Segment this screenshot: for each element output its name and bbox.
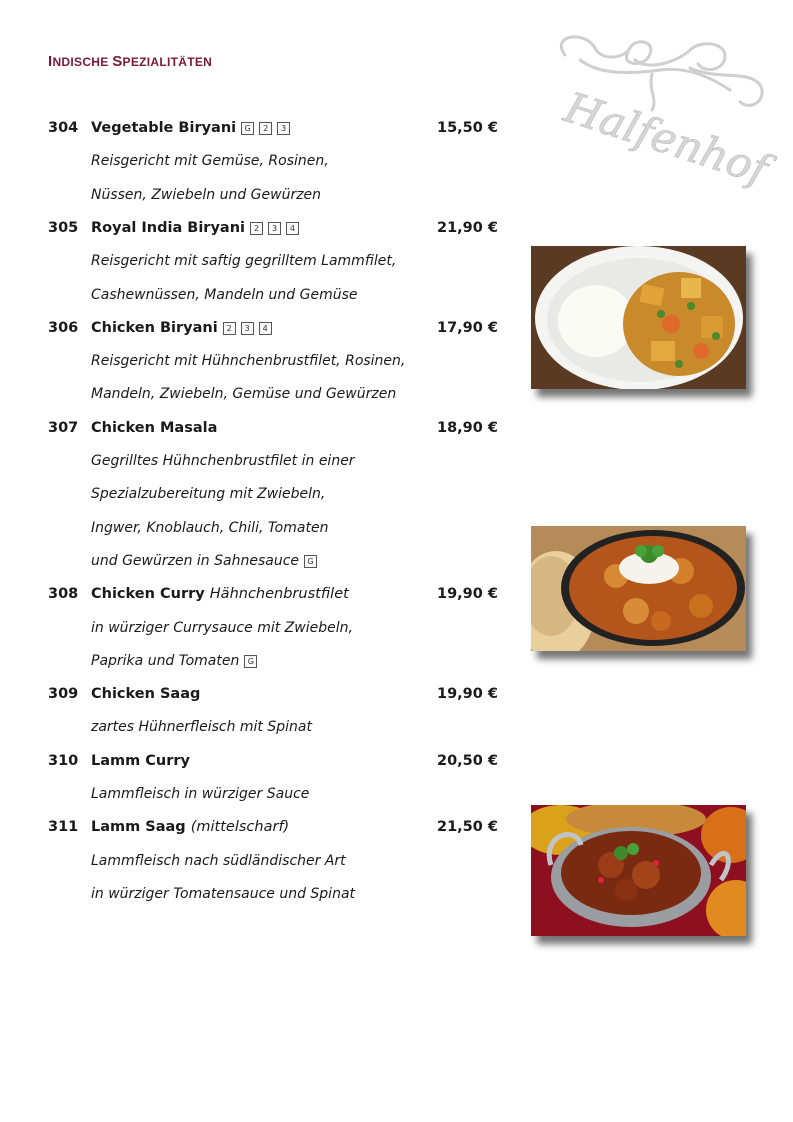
item-number: 311 — [48, 819, 79, 836]
item-price: 18,90 € — [436, 419, 498, 436]
item-description — [91, 612, 353, 645]
item-description — [91, 345, 405, 378]
section-title: INDISCHE SPEZIALITÄTEN — [48, 53, 213, 70]
item-description-text: Reisgericht mit saftig gegrilltem Lammfilet, — [91, 253, 397, 270]
allergen-badge: 3 — [268, 222, 281, 235]
item-name — [91, 212, 299, 245]
item-name-text: Chicken Curry — [91, 586, 205, 603]
item-description-text: Paprika und Tomaten — [91, 652, 240, 669]
allergen-badge: 3 — [277, 122, 290, 135]
allergen-badge: 4 — [259, 322, 272, 335]
item-number: 307 — [48, 419, 79, 436]
item-price: 19,90 € — [436, 586, 498, 603]
allergen-badge: 4 — [286, 222, 299, 235]
allergen-badge: 2 — [250, 222, 263, 235]
halfenhof-logo — [540, 30, 780, 190]
item-price: 21,90 € — [436, 219, 498, 236]
item-name — [91, 678, 200, 711]
item-description — [91, 545, 317, 578]
allergen-badge: G — [244, 655, 257, 668]
allergen-badge: 2 — [223, 322, 236, 335]
logo-text: Halfenhof — [558, 82, 775, 190]
dish-photo-vegetable-curry-rice — [531, 246, 746, 389]
item-description — [91, 179, 321, 212]
item-description-text: Spezialzubereitung mit Zwiebeln, — [91, 486, 326, 503]
item-description-text: in würziger Tomatensauce und Spinat — [91, 885, 356, 902]
item-name-text: Lamm Curry — [91, 752, 191, 769]
item-description — [91, 711, 312, 744]
item-description-text: Ingwer, Knoblauch, Chili, Tomaten — [91, 519, 329, 536]
item-name-text: Chicken Masala — [91, 419, 218, 436]
item-inline-description: (mittelscharf) — [190, 819, 290, 836]
item-description — [91, 445, 355, 478]
item-description — [91, 778, 309, 811]
item-description-text: in würziger Currysauce mit Zwiebeln, — [91, 619, 353, 636]
item-description-text: Lammfleisch in würziger Sauce — [91, 786, 310, 802]
item-description — [91, 845, 346, 878]
item-description-text: Nüssen, Zwiebeln und Gewürzen — [91, 186, 322, 203]
item-name-text: Royal India Biryani — [91, 219, 245, 236]
item-description-text: Cashewnüssen, Mandeln und Gemüse — [91, 286, 358, 303]
item-description-text: Gegrilltes Hühnchenbrustfilet in einer — [91, 453, 355, 469]
item-number: 310 — [48, 752, 79, 769]
item-description-text: und Gewürzen in Sahnesauce — [91, 552, 300, 569]
item-description — [91, 645, 257, 678]
item-description — [91, 245, 396, 278]
item-number: 309 — [48, 686, 79, 703]
item-name — [91, 312, 272, 345]
item-description-text: Lammfleisch nach südländischer Art — [91, 852, 346, 869]
item-name-text: Lamm Saag — [91, 819, 186, 836]
item-description-text: zartes Hühnerfleisch mit Spinat — [91, 719, 312, 736]
item-description-text: Reisgericht mit Gemüse, Rosinen, — [91, 153, 329, 170]
allergen-badge: 3 — [241, 322, 254, 335]
dish-photo-lamm-saag — [531, 805, 746, 936]
item-name-text: Chicken Biryani — [91, 319, 218, 336]
item-price: 15,50 € — [436, 120, 498, 136]
item-number: 305 — [48, 219, 79, 236]
allergen-badge: G — [241, 122, 254, 135]
item-description — [91, 878, 355, 911]
allergen-badge: G — [304, 555, 317, 568]
dish-photo-chicken-masala — [531, 526, 746, 651]
item-description — [91, 378, 396, 411]
item-number: 308 — [48, 586, 79, 603]
item-name — [91, 811, 289, 844]
item-name — [91, 745, 190, 778]
item-name — [91, 578, 349, 611]
item-description — [91, 279, 358, 312]
item-name — [91, 412, 217, 445]
item-number: 306 — [48, 319, 79, 336]
item-price: 17,90 € — [436, 319, 498, 336]
item-description — [91, 512, 328, 545]
item-name-text: Vegetable Biryani — [91, 120, 237, 136]
item-inline-description: Hähnchenbrustfilet — [209, 586, 349, 603]
item-price: 21,50 € — [436, 819, 498, 836]
item-price: 19,90 € — [436, 686, 498, 703]
item-number: 304 — [48, 120, 79, 136]
item-price: 20,50 € — [436, 752, 498, 769]
item-name — [91, 112, 290, 145]
item-description-text: Reisgericht mit Hühnchenbrustfilet, Rosinen, — [91, 353, 406, 370]
item-description-text: Mandeln, Zwiebeln, Gemüse und Gewürzen — [91, 386, 397, 403]
item-description — [91, 478, 325, 511]
item-name-text: Chicken Saag — [91, 686, 201, 703]
allergen-badge: 2 — [259, 122, 272, 135]
item-description — [91, 145, 329, 178]
